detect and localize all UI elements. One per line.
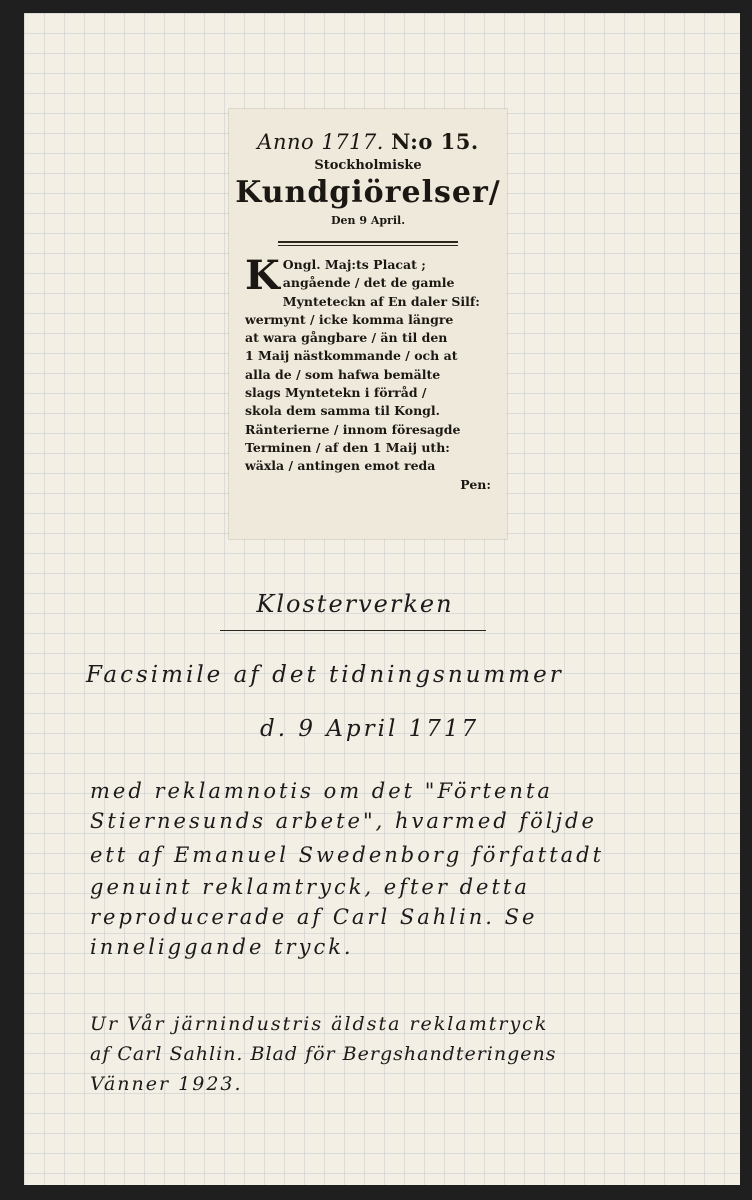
handwritten-line-facsimile: Facsimile af det tidningsnummer [86, 662, 564, 688]
clipping-publication: Stockholmiske [314, 158, 422, 173]
document-page [24, 13, 740, 1185]
handwritten-paragraph-line: genuint reklamtryck, efter detta [90, 875, 530, 899]
clipping-line: wäxla / antingen emot reda [245, 458, 436, 474]
clipping-line: wermynt / icke komma längre [245, 311, 454, 327]
clipping-divider [278, 241, 458, 246]
handwritten-source-line: Vänner 1923. [90, 1073, 243, 1095]
clipping-line: angående / det de gamle [282, 275, 455, 291]
clipping-issue-number: N:o 15. [391, 129, 479, 154]
clipping-anno-line [229, 129, 507, 154]
clipping-line: skola dem samma til Kongl. [245, 403, 441, 419]
handwritten-source-line: Ur Vår järnindustris äldsta reklamtryck [90, 1013, 549, 1035]
clipping-header [229, 129, 507, 227]
clipping-line: 1 Maij nästkommande / och at [245, 348, 458, 364]
newspaper-clipping [229, 109, 507, 539]
clipping-line: Ongl. Maj:ts Placat ; [282, 257, 426, 272]
clipping-title: Kundgiörelser/ [235, 175, 501, 210]
clipping-line: slags Myntetekn i förråd / [245, 385, 427, 401]
clipping-date: Den 9 April. [330, 214, 406, 227]
handwritten-paragraph-line: Stiernesunds arbete", hvarmed följde [90, 809, 597, 833]
clipping-line: at wara gångbare / än til den [245, 330, 448, 346]
clipping-dropcap: K [245, 252, 280, 299]
handwritten-heading: Klosterverken [256, 590, 454, 618]
clipping-year: Anno 1717. [257, 130, 384, 154]
clipping-line: alla de / som hafwa bemälte [245, 366, 441, 382]
clipping-line: Mynteteckn af En daler Silf: [282, 293, 480, 309]
handwritten-paragraph-line: ett af Emanuel Swedenborg författadt [90, 843, 605, 867]
clipping-line: Pen: [460, 476, 491, 492]
handwritten-paragraph-line: inneliggande tryck. [90, 935, 354, 959]
handwritten-paragraph-line: med reklamnotis om det "Förtenta [90, 779, 553, 803]
clipping-line: Terminen / af den 1 Maij uth: [245, 439, 450, 455]
handwritten-paragraph-line: reproducerade af Carl Sahlin. Se [90, 905, 538, 929]
handwritten-source-line: af Carl Sahlin. Blad för Bergshandteringens [90, 1043, 557, 1065]
handwritten-line-date: d. 9 April 1717 [260, 716, 480, 742]
heading-underline [220, 630, 486, 631]
clipping-line: Ränterierne / innom föresagde [245, 421, 461, 437]
clipping-body [245, 252, 491, 494]
